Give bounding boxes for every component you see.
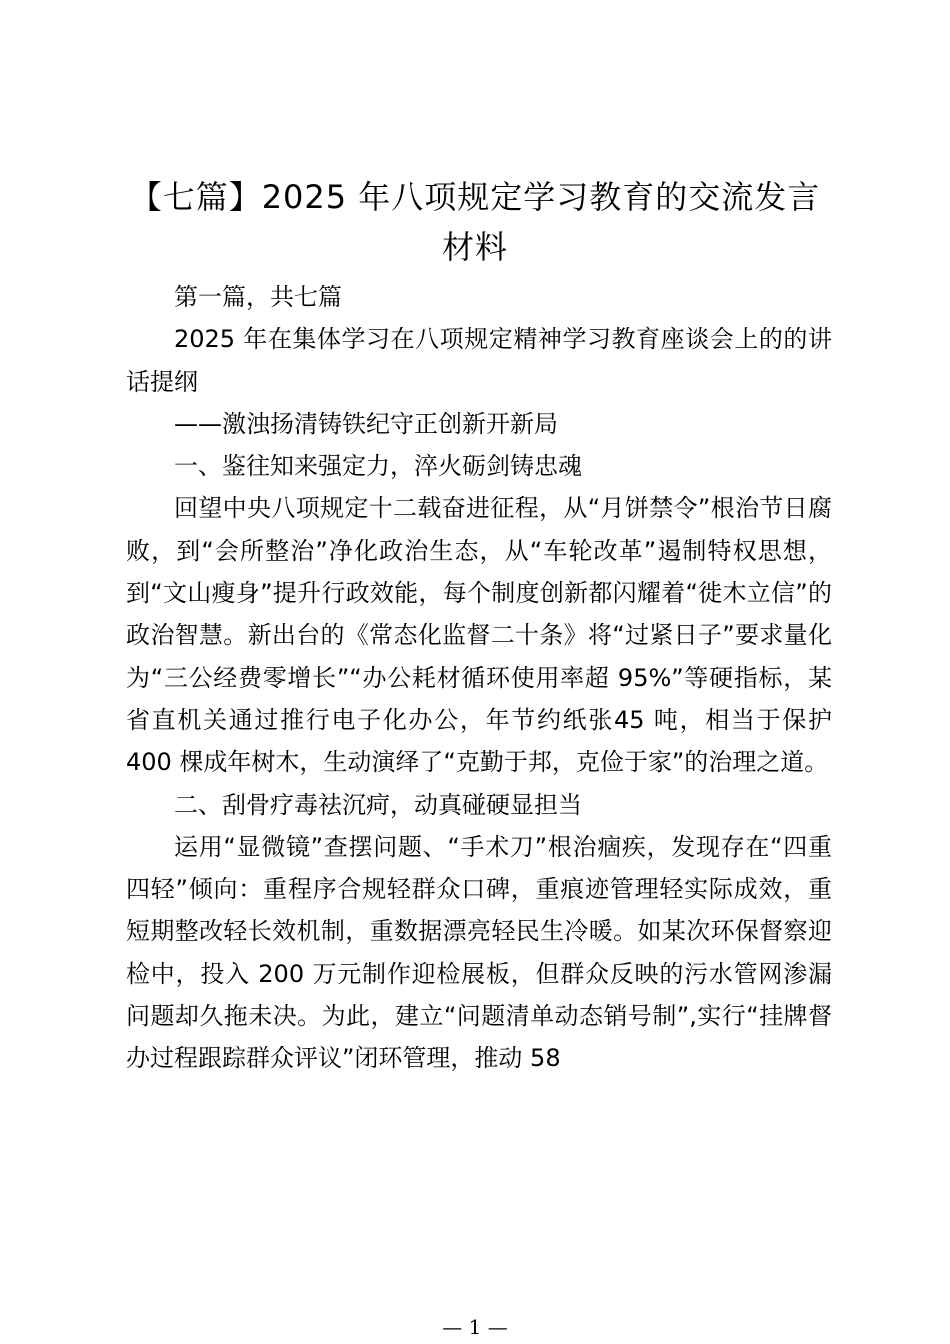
paragraph-section-2: 运用“显微镜”查摆问题、“手术刀”根治痼疾，发现存在“四重四轻”倾向：重程序合规轻群众口碑，重痕迹管理轻实际成效，重短期整改轻长效机制，重数据漂亮轻民生冷暖。如某次环保督察迎检中，投入 200 万元制作迎检展板，但群众反映的污水管网渗漏问题却久拖未决。为此，建立“问题清单动态销号制”,实行“挂牌督办过程跟踪群众评议”闭环管理，推动 58 [126,832,832,1073]
document-title: 【七篇】2025 年八项规定学习教育的交流发言材料 [129,178,821,266]
section-heading-1: 一、鉴往知来强定力，淬火砺剑铸忠魂 [174,452,582,481]
document-body [126,276,832,1080]
page-number: — 1 — [442,1315,508,1339]
paragraph-series-note: 第一篇，共七篇 [174,283,342,311]
section-heading-2: 二、刮骨疗毒祛沉疴，动真碰硬显担当 [174,790,582,819]
paragraph-speech-title: 2025 年在集体学习在八项规定精神学习教育座谈会上的的讲话提纲 [126,325,832,396]
paragraph-section-1: 回望中央八项规定十二载奋进征程，从“月饼禁令”根治节日腐败，到“会所整治”净化政治生态，从“车轮改革”遏制特权思想，到“文山瘦身”提升行政效能，每个制度创新都闪耀着“徙木立信”的政治智慧。新出台的《常态化监督二十条》将“过紧日子”要求量化为“三公经费零增长”“办公耗材循环使用率超 95%”等硬指标，某省直机关通过推行电子化办公，年节约纸张45 吨，相当于保护 400 棵成年树木，生动演绎了“克勤于邦，克俭于家”的治理之道。 [126,494,832,777]
paragraph-subtitle: ——激浊扬清铸铁纪守正创新开新局 [174,409,558,438]
